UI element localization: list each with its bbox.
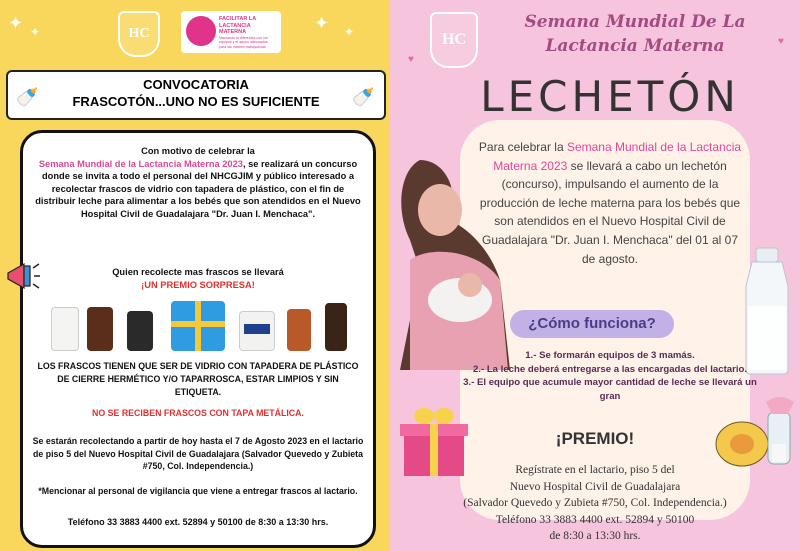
left-flyer [0, 0, 390, 551]
sparkle-icon: ✦ [30, 25, 41, 39]
sparkle-icon: ✦ [344, 25, 355, 39]
convocatoria-body [20, 130, 376, 548]
program-logo-text: FACILITAR LA LACTANCIA MATERNA Marcando la diferencia con los equipos y el apoyo adecuados para las madres trabajadoras [219, 16, 268, 49]
registration-info: Regístrate en el lactario, piso 5 del Nuevo Hospital Civil de Guadalajara (Salvador Quevedo y Zubieta #750, Col. Independencia.) Teléfono 33 3883 4400 ext. 52894 y 50100 de 8:30 a 13:30 hrs. [463, 464, 727, 542]
hospital-crest-logo: HC [430, 12, 478, 68]
sparkle-icon: ✦ [8, 13, 24, 33]
step-item: 3.- El equipo que acumule mayor cantidad de leche se llevará un gran [463, 377, 757, 402]
megaphone-icon [4, 258, 42, 296]
prize-text: Quien recolecte mas frascos se llevará ¡UN PREMIO SORPRESA! [112, 267, 284, 290]
sparkle-icon: ✦ [314, 13, 330, 33]
como-funciona-banner: ¿Cómo funciona? [510, 310, 674, 338]
coffee-jar-icon [127, 311, 153, 351]
lactancia-program-logo [181, 11, 281, 53]
warning-text: NO SE RECIBEN FRASCOS CON TAPA METÁLICA. [92, 408, 304, 418]
gift-box-icon [171, 301, 225, 351]
lecheton-heading: LECHETÓN [480, 72, 740, 121]
mayonnaise-jar-icon [51, 307, 79, 351]
mother-baby-icon [186, 16, 216, 46]
coffee-jar-icon [287, 309, 311, 351]
coffee-jar-icon [87, 307, 113, 351]
event-title: Semana Mundial De La Lactancia Materna [524, 12, 746, 56]
header-title: CONVOCATORIA [143, 77, 249, 92]
heart-icon: ♥ [778, 36, 784, 47]
coffee-jar-icon [325, 303, 347, 351]
product-jars-illustration [43, 291, 353, 351]
hospital-crest-logo: HC [118, 11, 160, 57]
note-text: *Mencionar al personal de vigilancia que viene a entregar frascos al lactario. [38, 486, 358, 496]
intro-paragraph: Con motivo de celebrar la Semana Mundial de la Lactancia Materna 2023, se realizará un concurso donde se invita a todo el personal del NHCGJIM y público interesado a recolectar frascos de vidrio con tapadera de plástico, con el fin de distribuir leche para alimentar a los bebés que son atendidos en el Nuevo Hospital Civil de Guadalajara "Dr. Juan I. Menchaca". [35, 146, 361, 219]
heart-icon: ♥ [408, 54, 414, 65]
phone-text: Teléfono 33 3883 4400 ext. 52894 y 50100 de 8:30 a 13:30 hrs. [67, 517, 329, 527]
baby-bottle-icon: 🍼 [16, 87, 39, 107]
baby-bottle-icon: 🍼 [352, 87, 375, 107]
step-item: 1.- Se formarán equipos de 3 mamás. [525, 350, 695, 361]
premio-text: ¡PREMIO! [555, 429, 635, 448]
header-subtitle: FRASCOTÓN...UNO NO ES SUFICIENTE [72, 94, 320, 109]
requirements-text: LOS FRASCOS TIENEN QUE SER DE VIDRIO CON TAPADERA DE PLÁSTICO DE CIERRE HERMÉTICO Y/O TAPARROSCA, ESTAR LIMPIOS Y SIN ETIQUETA. [37, 361, 359, 397]
collection-text: Se estarán recolectando a partir de hoy hasta el 7 de Agosto 2023 en el lactario de piso 5 del Nuevo Hospital Civil de Guadalajara (Salvador Quevedo y Zubieta #750, Col. Independencia.) [32, 436, 364, 471]
breastfeeding-mother-illustration [390, 150, 510, 370]
convocatoria-header [6, 70, 386, 120]
right-flyer [390, 0, 800, 551]
step-item: 2.- La leche deberá entregarse a las encargadas del lactario. [472, 363, 748, 375]
mayonnaise-jar-icon [239, 311, 275, 351]
lecheton-description: Para celebrar la Semana Mundial de la Lactancia Materna 2023 se llevará a cabo un lechetón (concurso), impulsando el aumento de la producción de leche materna para los bebés que son atendidos en el Nuevo Hospital Civil de Guadalajara "Dr. Juan I. Menchaca" del 01 al 07 de agosto. [478, 140, 742, 266]
